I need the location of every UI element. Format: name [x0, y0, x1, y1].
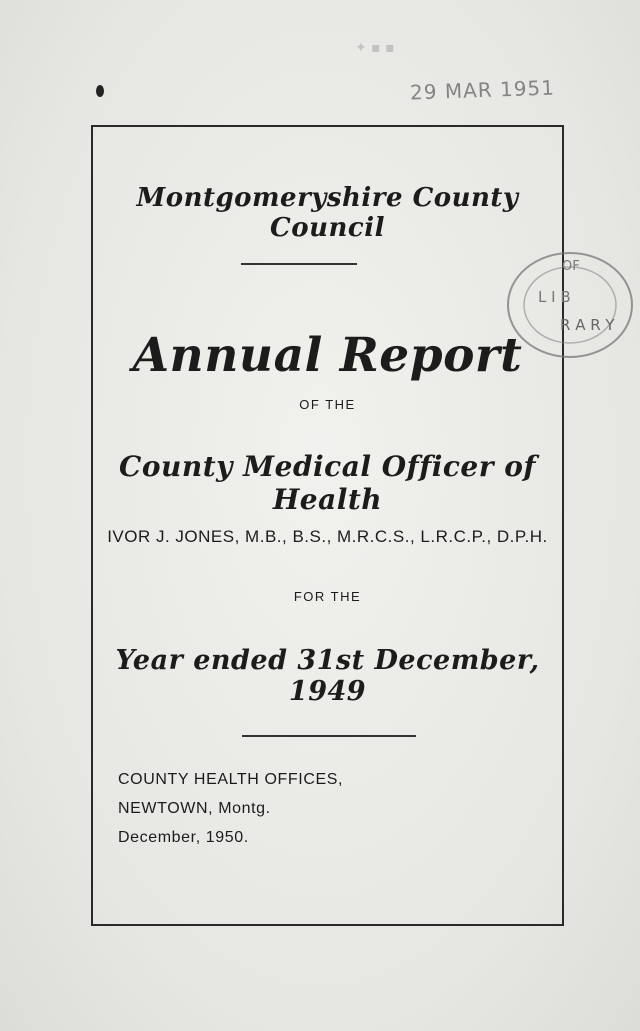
- faint-stamp-mark: ✦ ▪ ▪: [355, 40, 395, 56]
- divider-long: [242, 735, 416, 737]
- divider-short: [241, 263, 357, 265]
- address-date: December, 1950.: [118, 829, 249, 846]
- library-stamp-text-1: OF: [562, 259, 580, 274]
- of-the-label: OF THE: [299, 397, 356, 412]
- address-block: [118, 765, 343, 852]
- officer-title: County Medical Officer of Health: [119, 450, 536, 516]
- library-stamp-text-3: R A R Y: [560, 316, 615, 334]
- for-the-label: FOR THE: [293, 589, 362, 604]
- council-name: Montgomeryshire County Council: [136, 183, 519, 243]
- author-name: IVOR J. JONES, M.B., B.S., M.R.C.S., L.R.C.P., D.P.H.: [107, 527, 548, 546]
- address-town: NEWTOWN, Montg.: [118, 800, 271, 817]
- report-title: Annual Report: [132, 328, 523, 383]
- library-stamp-text-2: L I B: [538, 288, 571, 306]
- received-date-stamp: 29 MAR 1951: [409, 75, 556, 105]
- address-office: COUNTY HEALTH OFFICES,: [118, 771, 344, 788]
- ink-dot: [96, 85, 104, 97]
- report-year: Year ended 31st December, 1949: [115, 645, 540, 707]
